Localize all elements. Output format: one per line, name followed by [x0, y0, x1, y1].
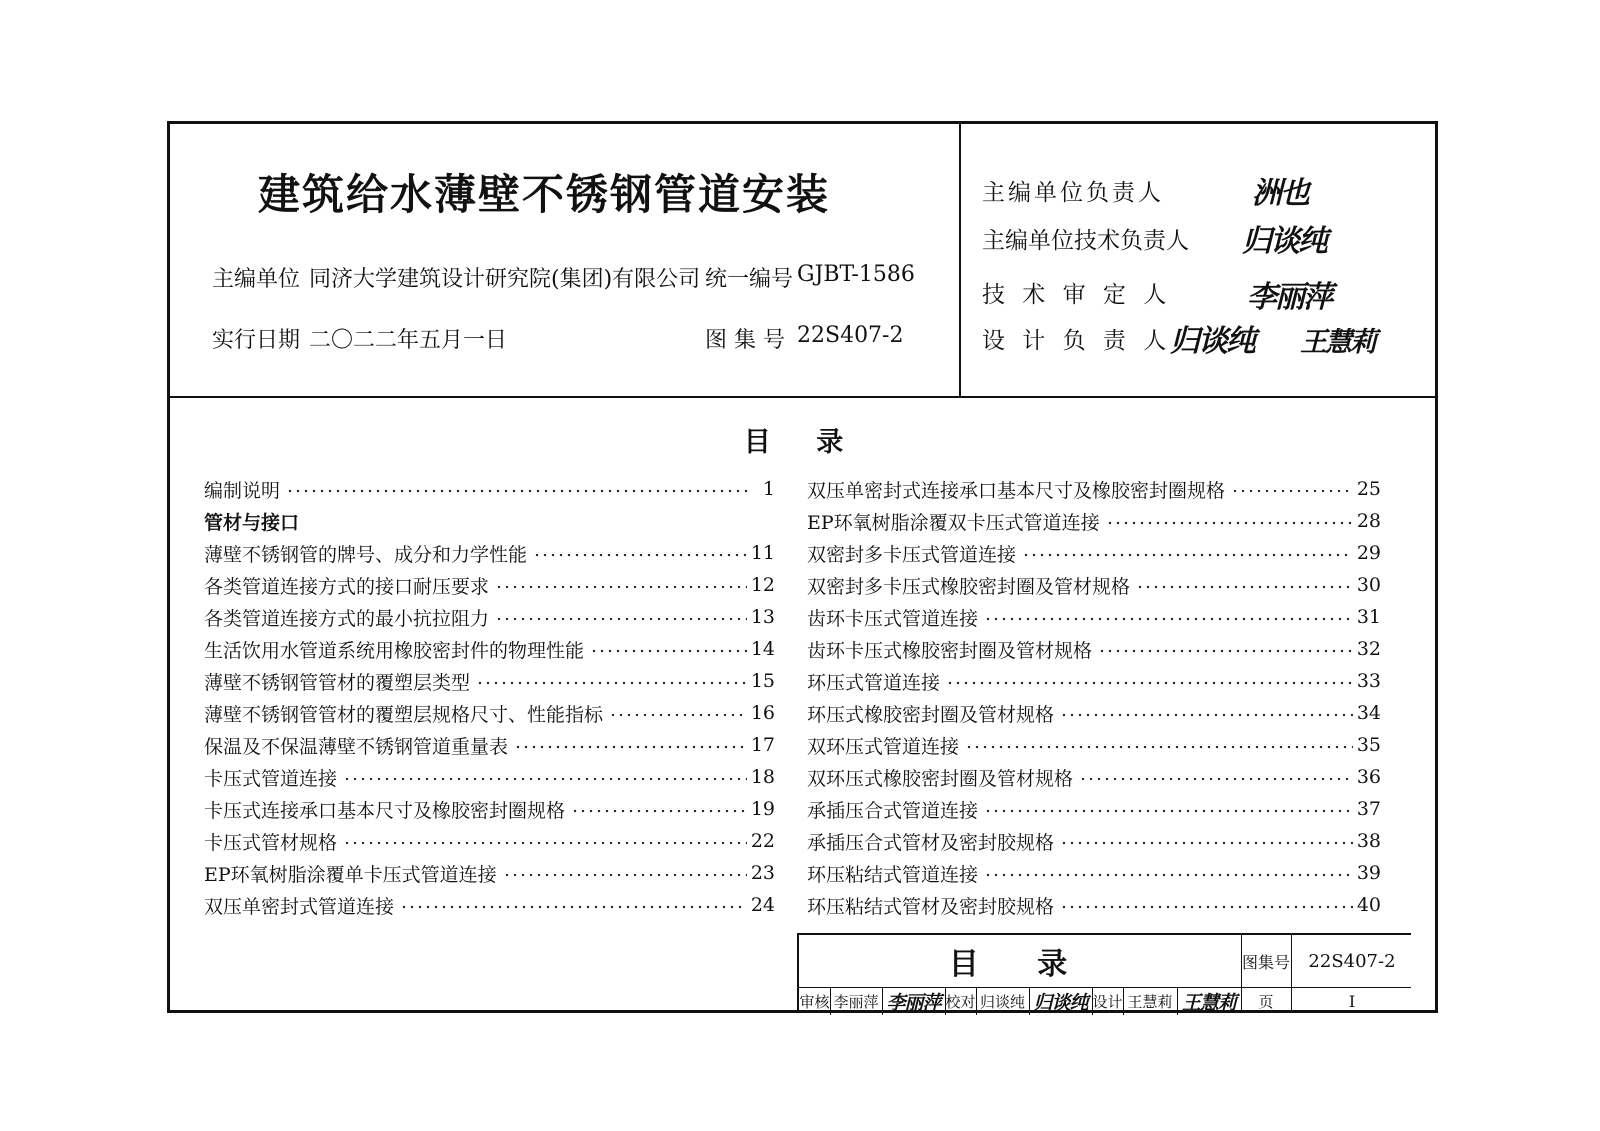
- tb-title: 目 录: [948, 947, 1092, 982]
- tb-review-signature: 李丽萍: [886, 992, 941, 1014]
- editor-unit: 同济大学建筑设计研究院(集团)有限公司: [309, 267, 701, 292]
- tb-design-signature: 王慧莉: [1181, 992, 1236, 1014]
- toc-entry[interactable]: [807, 825, 1381, 857]
- toc-entry-title: 薄壁不锈钢管管材的覆塑层类型: [204, 671, 471, 694]
- main-title: 建筑给水薄壁不锈钢管道安装: [258, 170, 831, 219]
- toc-dot-leader: [1106, 513, 1353, 533]
- tb-review-name: 李丽萍: [833, 993, 879, 1011]
- toc-entry-page: 36: [1356, 766, 1381, 788]
- responsible-label-2: 技 术 审 定 人: [982, 282, 1172, 308]
- toc-entry-title: 齿环卡压式橡胶密封圈及管材规格: [807, 639, 1093, 662]
- toc-entry-title: 双环压式管道连接: [807, 735, 960, 758]
- signature-3: 归谈纯: [1170, 324, 1254, 359]
- toc-entry-title: 环压粘结式管道连接: [807, 863, 979, 886]
- toc-entry-title: 生活饮用水管道系统用橡胶密封件的物理性能: [204, 639, 585, 662]
- toc-entry[interactable]: [204, 601, 775, 633]
- toc-entry[interactable]: [807, 665, 1381, 697]
- toc-dot-leader: [533, 545, 747, 565]
- atlas-number: 22S407-2: [797, 323, 904, 348]
- toc-dot-leader: [1098, 641, 1353, 661]
- toc-dot-leader: [476, 673, 747, 693]
- editor-unit-label: 主编单位: [212, 267, 301, 292]
- tb-page-value: I: [1348, 992, 1356, 1011]
- tb-atlas-label: 图集号: [1241, 952, 1290, 972]
- toc-entry[interactable]: [807, 473, 1381, 505]
- toc-entry-page: 29: [1356, 542, 1381, 564]
- toc-entry[interactable]: [807, 857, 1381, 889]
- toc-entry-title: 双压单密封式连接承口基本尺寸及橡胶密封圈规格: [807, 479, 1226, 502]
- toc-entry-page: 17: [750, 734, 775, 756]
- drawing-frame: [167, 121, 1438, 1013]
- toc-entry-page: 23: [750, 862, 775, 884]
- toc-entry-title: EP环氧树脂涂覆单卡压式管道连接: [204, 863, 497, 886]
- toc-entry-page: 28: [1356, 510, 1381, 532]
- toc-entry[interactable]: [204, 825, 775, 857]
- toc-dot-leader: [343, 833, 747, 853]
- toc-dot-leader: [495, 577, 747, 597]
- toc-entry-title: 保温及不保温薄壁不锈钢管道重量表: [204, 735, 509, 758]
- toc-entry-title: 环压粘结式管材及密封胶规格: [807, 895, 1055, 918]
- unified-code: GJBT-1586: [797, 262, 915, 287]
- toc-entry-page: 37: [1356, 798, 1381, 820]
- toc-entry-page: 30: [1356, 574, 1381, 596]
- toc-entry-title: 双环压式橡胶密封圈及管材规格: [807, 767, 1074, 790]
- toc-entry-title: 管材与接口: [204, 511, 300, 534]
- toc-entry-page: 15: [750, 670, 775, 692]
- toc-entry[interactable]: [204, 569, 775, 601]
- toc-dot-leader: [1060, 897, 1353, 917]
- toc-section-header[interactable]: [204, 505, 775, 537]
- toc-dot-leader: [286, 481, 749, 501]
- responsible-label-1: 主编单位技术负责人: [982, 228, 1189, 254]
- effective-date-label: 实行日期: [212, 328, 301, 353]
- signature-1: 归谈纯: [1242, 224, 1326, 259]
- responsible-label-0: 主编单位负责人: [982, 180, 1164, 206]
- toc-dot-leader: [984, 609, 1353, 629]
- header-vertical-divider: [959, 124, 961, 397]
- toc-dot-leader: [571, 801, 747, 821]
- responsible-label-3: 设 计 负 责 人: [982, 328, 1172, 354]
- toc-entry-page: 40: [1356, 894, 1381, 916]
- toc-dot-leader: [1136, 577, 1353, 597]
- toc-entry-title: 双密封多卡压式管道连接: [807, 543, 1017, 566]
- toc-entry[interactable]: [807, 697, 1381, 729]
- toc-entry-title: 承插压合式管材及密封胶规格: [807, 831, 1055, 854]
- toc-entry-page: 31: [1356, 606, 1381, 628]
- toc-dot-leader: [1022, 545, 1353, 565]
- toc-entry[interactable]: [807, 633, 1381, 665]
- toc-dot-leader: [503, 865, 747, 885]
- toc-entry-page: 12: [750, 574, 775, 596]
- toc-entry-title: 卡压式连接承口基本尺寸及橡胶密封圈规格: [204, 799, 566, 822]
- toc-entry[interactable]: [807, 601, 1381, 633]
- toc-dot-leader: [984, 801, 1353, 821]
- tb-design-label: 设计: [1092, 993, 1123, 1011]
- signature-3b: 王慧莉: [1300, 327, 1375, 358]
- toc-entry[interactable]: [204, 793, 775, 825]
- tb-check-signature: 归谈纯: [1033, 992, 1088, 1014]
- toc-entry[interactable]: [807, 761, 1381, 793]
- toc-entry-title: 承插压合式管道连接: [807, 799, 979, 822]
- toc-entry-page: 35: [1356, 734, 1381, 756]
- toc-entry-page: 18: [750, 766, 775, 788]
- toc-entry-page: 19: [750, 798, 775, 820]
- toc-dot-leader: [495, 609, 747, 629]
- toc-entry-page: 11: [750, 542, 775, 564]
- signature-0: 洲也: [1252, 176, 1308, 211]
- toc-entry-page: 25: [1356, 478, 1381, 500]
- signature-2: 李丽萍: [1247, 280, 1331, 315]
- toc-entry-title: 各类管道连接方式的接口耐压要求: [204, 575, 490, 598]
- toc-entry[interactable]: [807, 505, 1381, 537]
- toc-entry[interactable]: [204, 761, 775, 793]
- toc-dot-leader: [400, 897, 747, 917]
- toc-entry[interactable]: [204, 729, 775, 761]
- toc-entry-page: 33: [1356, 670, 1381, 692]
- tb-atlas-value: 22S407-2: [1308, 950, 1396, 972]
- tb-review-label: 审核: [799, 993, 830, 1011]
- toc-left-column: [204, 473, 775, 921]
- toc-entry-page: 32: [1356, 638, 1381, 660]
- toc-entry[interactable]: [204, 537, 775, 569]
- toc-dot-leader: [946, 673, 1353, 693]
- toc-dot-leader: [1079, 769, 1353, 789]
- toc-entry[interactable]: [807, 569, 1381, 601]
- unified-code-label: 统一编号: [705, 267, 794, 292]
- toc-entry-title: 双压单密封式管道连接: [204, 895, 395, 918]
- toc-entry[interactable]: [204, 665, 775, 697]
- toc-entry[interactable]: [807, 889, 1381, 921]
- toc-entry[interactable]: [204, 697, 775, 729]
- header-divider: [170, 396, 1435, 398]
- tb-check-name: 归谈纯: [979, 993, 1025, 1011]
- toc-entry-title: 齿环卡压式管道连接: [807, 607, 979, 630]
- toc-right-column: [807, 473, 1381, 921]
- toc-heading: 目 录: [743, 427, 862, 458]
- toc-entry-title: 卡压式管材规格: [204, 831, 338, 854]
- toc-dot-leader: [1060, 833, 1353, 853]
- toc-entry[interactable]: [204, 889, 775, 921]
- toc-dot-leader: [1060, 705, 1353, 725]
- toc-entry-title: 各类管道连接方式的最小抗拉阻力: [204, 607, 490, 630]
- effective-date: 二〇二二年五月一日: [309, 328, 508, 353]
- toc-entry-title: 环压式管道连接: [807, 671, 941, 694]
- toc-entry-page: 1: [762, 478, 775, 500]
- toc-dot-leader: [609, 705, 747, 725]
- toc-entry-page: 24: [750, 894, 775, 916]
- toc-entry-title: 薄壁不锈钢管的牌号、成分和力学性能: [204, 543, 528, 566]
- toc-entry-page: 14: [750, 638, 775, 660]
- toc-entry-title: 编制说明: [204, 479, 281, 502]
- toc-entry[interactable]: [204, 473, 775, 505]
- toc-entry[interactable]: [204, 857, 775, 889]
- toc-entry-page: 13: [750, 606, 775, 628]
- tb-check-label: 校对: [945, 993, 976, 1011]
- tb-design-name: 王慧莉: [1127, 993, 1173, 1011]
- toc-dot-leader: [514, 737, 747, 757]
- toc-entry[interactable]: [204, 633, 775, 665]
- tb-page-label: 页: [1258, 993, 1274, 1011]
- toc-entry-page: 22: [750, 830, 775, 852]
- toc-dot-leader: [1231, 481, 1353, 501]
- toc-entry[interactable]: [807, 537, 1381, 569]
- toc-dot-leader: [343, 769, 747, 789]
- atlas-number-label: 图 集 号: [705, 328, 785, 353]
- toc-dot-leader: [965, 737, 1353, 757]
- toc-entry-title: 薄壁不锈钢管管材的覆塑层规格尺寸、性能指标: [204, 703, 604, 726]
- title-block: [797, 933, 1411, 1013]
- toc-entry-title: 环压式橡胶密封圈及管材规格: [807, 703, 1055, 726]
- toc-entry-title: 双密封多卡压式橡胶密封圈及管材规格: [807, 575, 1131, 598]
- toc-entry[interactable]: [807, 793, 1381, 825]
- toc-dot-leader: [590, 641, 747, 661]
- toc-entry-page: 39: [1356, 862, 1381, 884]
- toc-entry-title: 卡压式管道连接: [204, 767, 338, 790]
- toc-entry-title: EP环氧树脂涂覆双卡压式管道连接: [807, 511, 1100, 534]
- toc-entry-page: 34: [1356, 702, 1381, 724]
- toc-entry-page: 38: [1356, 830, 1381, 852]
- toc-entry-page: 16: [750, 702, 775, 724]
- toc-dot-leader: [984, 865, 1353, 885]
- toc-entry[interactable]: [807, 729, 1381, 761]
